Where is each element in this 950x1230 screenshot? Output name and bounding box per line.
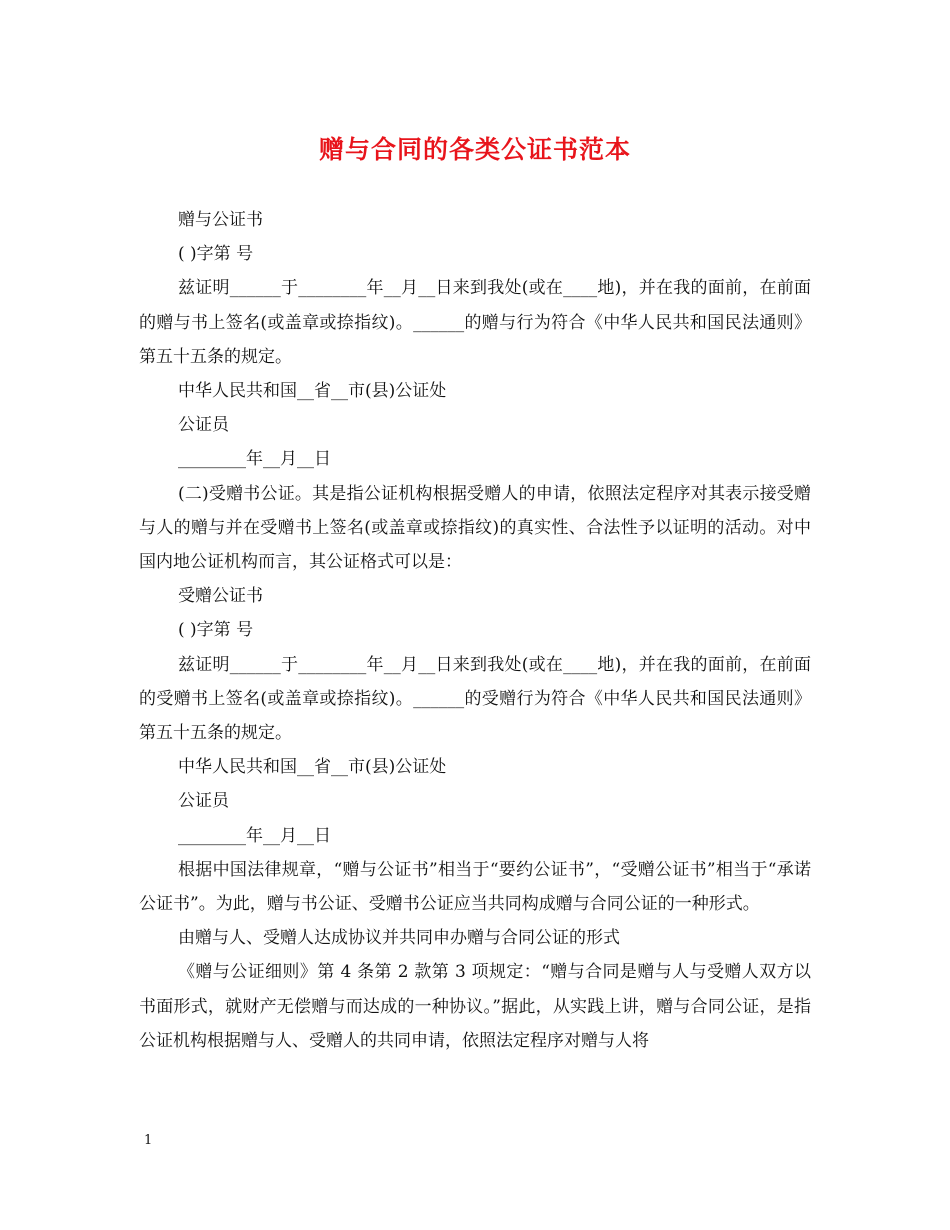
document-title: 赠与合同的各类公证书范本 (318, 135, 631, 164)
paragraph: 受赠公证书 (178, 586, 263, 607)
paragraph: ________年__月__日 (178, 825, 331, 846)
paragraph: 兹证明______于________年__月__日来到我处(或在____地)，并在我的面前，在前面的受赠书上签名(或盖章或捺指纹)。______的受赠行为符合《中华人民共和国民法通则》第五十五条的规定。 (139, 654, 811, 744)
paragraph: 根据中国法律规章，“赠与公证书”相当于“要约公证书”，“受赠公证书”相当于“承诺公证书”。为此，赠与书公证、受赠书公证应当共同构成赠与合同公证的一种形式。 (139, 859, 811, 915)
paragraph: 赠与公证书 (178, 210, 263, 230)
paragraph: ________年__月__日 (178, 449, 331, 470)
paragraph: 兹证明______于________年__月__日来到我处(或在____地)，并在我的面前，在前面的赠与书上签名(或盖章或捺指纹)。______的赠与行为符合《中华人民共和国民法通则》第五十五条的规定。 (139, 278, 811, 367)
paragraph: (二)受赠书公证。其是指公证机构根据受赠人的申请，依照法定程序对其表示接受赠与人的赠与并在受赠书上签名(或盖章或捺指纹)的真实性、合法性予以证明的活动。对中国内地公证机构而言，其公证格式可以是： (139, 483, 811, 573)
paragraph: 由赠与人、受赠人达成协议并共同申办赠与合同公证的形式 (178, 928, 620, 949)
paragraph: 公证员 (178, 415, 229, 436)
paragraph: 中华人民共和国__省__市(县)公证处 (178, 757, 447, 778)
paragraph: ( )字第 号 (178, 244, 254, 265)
paragraph: ( )字第 号 (178, 620, 254, 641)
page-number: 1 (144, 1133, 153, 1148)
paragraph: 公证员 (178, 791, 229, 812)
paragraph: 《赠与公证细则》第 4 条第 2 款第 3 项规定：“赠与合同是赠与人与受赠人双方以书面形式，就财产无偿赠与而达成的一种协议。”据此，从实践上讲，赠与合同公证，是指公证机构根据赠与人、受赠人的共同申请，依照法定程序对赠与人将 (139, 962, 811, 1051)
paragraph: 中华人民共和国__省__市(县)公证处 (178, 381, 447, 402)
document-body (139, 203, 811, 1058)
